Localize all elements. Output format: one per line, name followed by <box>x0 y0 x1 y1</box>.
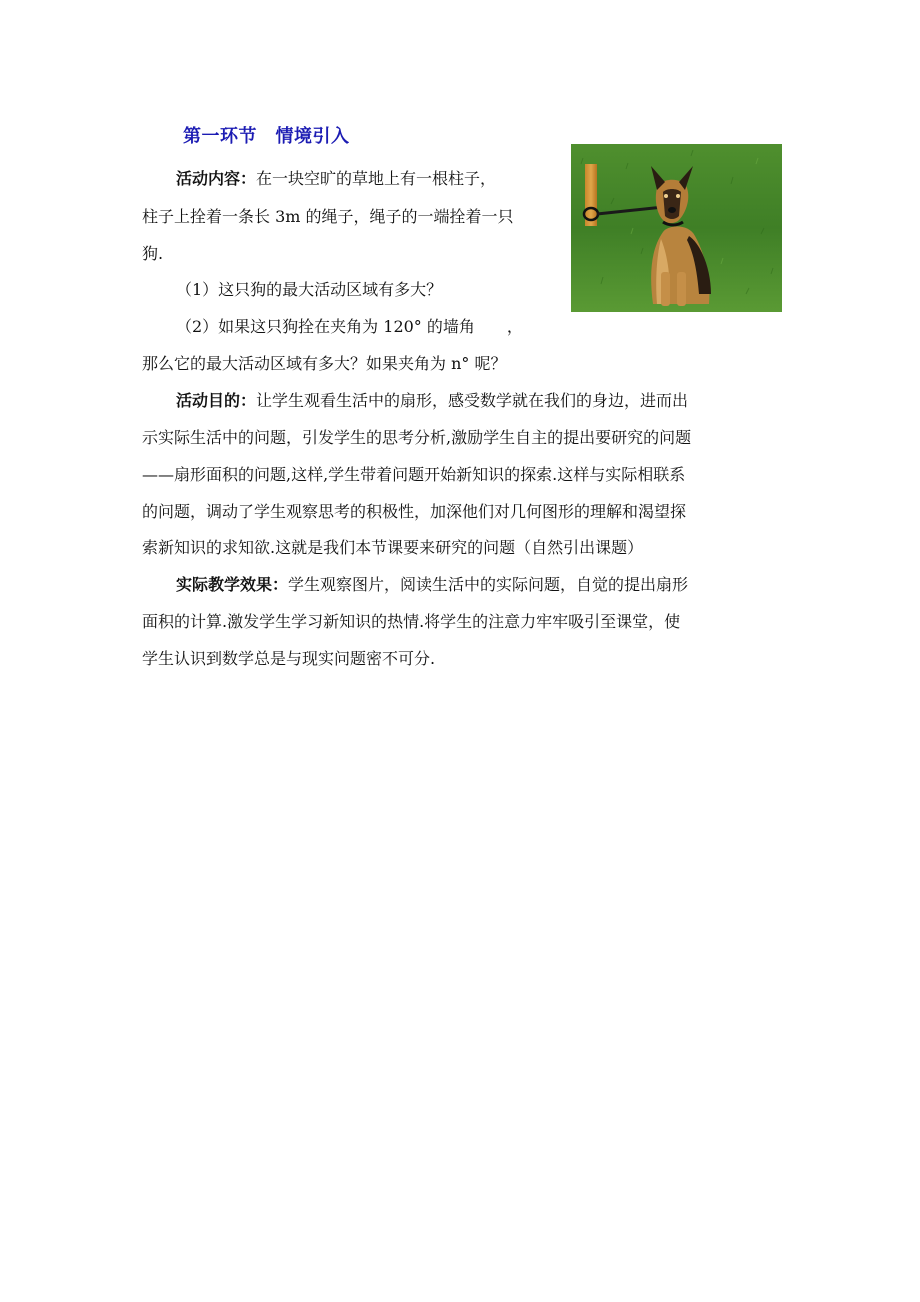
activity-line-1 <box>176 169 496 189</box>
purpose-line-5: 索新知识的求知欲.这就是我们本节课要来研究的问题（自然引出课题） <box>142 538 644 557</box>
purpose-line-2: 示实际生活中的问题，引发学生的思考分析,激励学生自主的提出要研究的问题 <box>142 428 692 447</box>
purpose-line-1 <box>176 391 688 411</box>
section-title: 第一环节 情境引入 <box>183 126 350 147</box>
question-1: （1）这只狗的最大活动区域有多大？ <box>176 280 443 299</box>
activity-label: 活动内容： <box>176 169 257 188</box>
purpose-line-4: 的问题，调动了学生观察思考的积极性，加深他们对几何图形的理解和渴望探 <box>142 502 687 521</box>
purpose-label: 活动目的： <box>176 391 257 410</box>
effect-text-1: 学生观察图片，阅读生活中的实际问题，自觉的提出扇形 <box>288 575 689 594</box>
effect-line-2: 面积的计算.激发学生学习新知识的热情.将学生的注意力牢牢吸引至课堂，使 <box>142 612 681 631</box>
purpose-text-1: 让学生观看生活中的扇形，感受数学就在我们的身边，进而出 <box>256 391 689 410</box>
effect-label: 实际教学效果： <box>176 575 289 594</box>
effect-line-3: 学生认识到数学总是与现实问题密不可分. <box>142 649 436 668</box>
activity-text-1: 在一块空旷的草地上有一根柱子， <box>256 169 497 188</box>
purpose-line-3: ——扇形面积的问题,这样,学生带着问题开始新知识的探索.这样与实际相联系 <box>142 465 686 484</box>
activity-line-3: 狗. <box>142 244 164 263</box>
question-2-part-2: 那么它的最大活动区域有多大？如果夹角为 n° 呢？ <box>142 354 507 373</box>
activity-line-2: 柱子上拴着一条长 3m 的绳子，绳子的一端拴着一只 <box>142 207 514 226</box>
effect-line-1 <box>176 575 688 595</box>
question-2-part-1: （2）如果这只狗拴在夹角为 120° 的墙角 ， <box>176 317 523 336</box>
dog-tied-to-post-photo <box>571 144 782 312</box>
